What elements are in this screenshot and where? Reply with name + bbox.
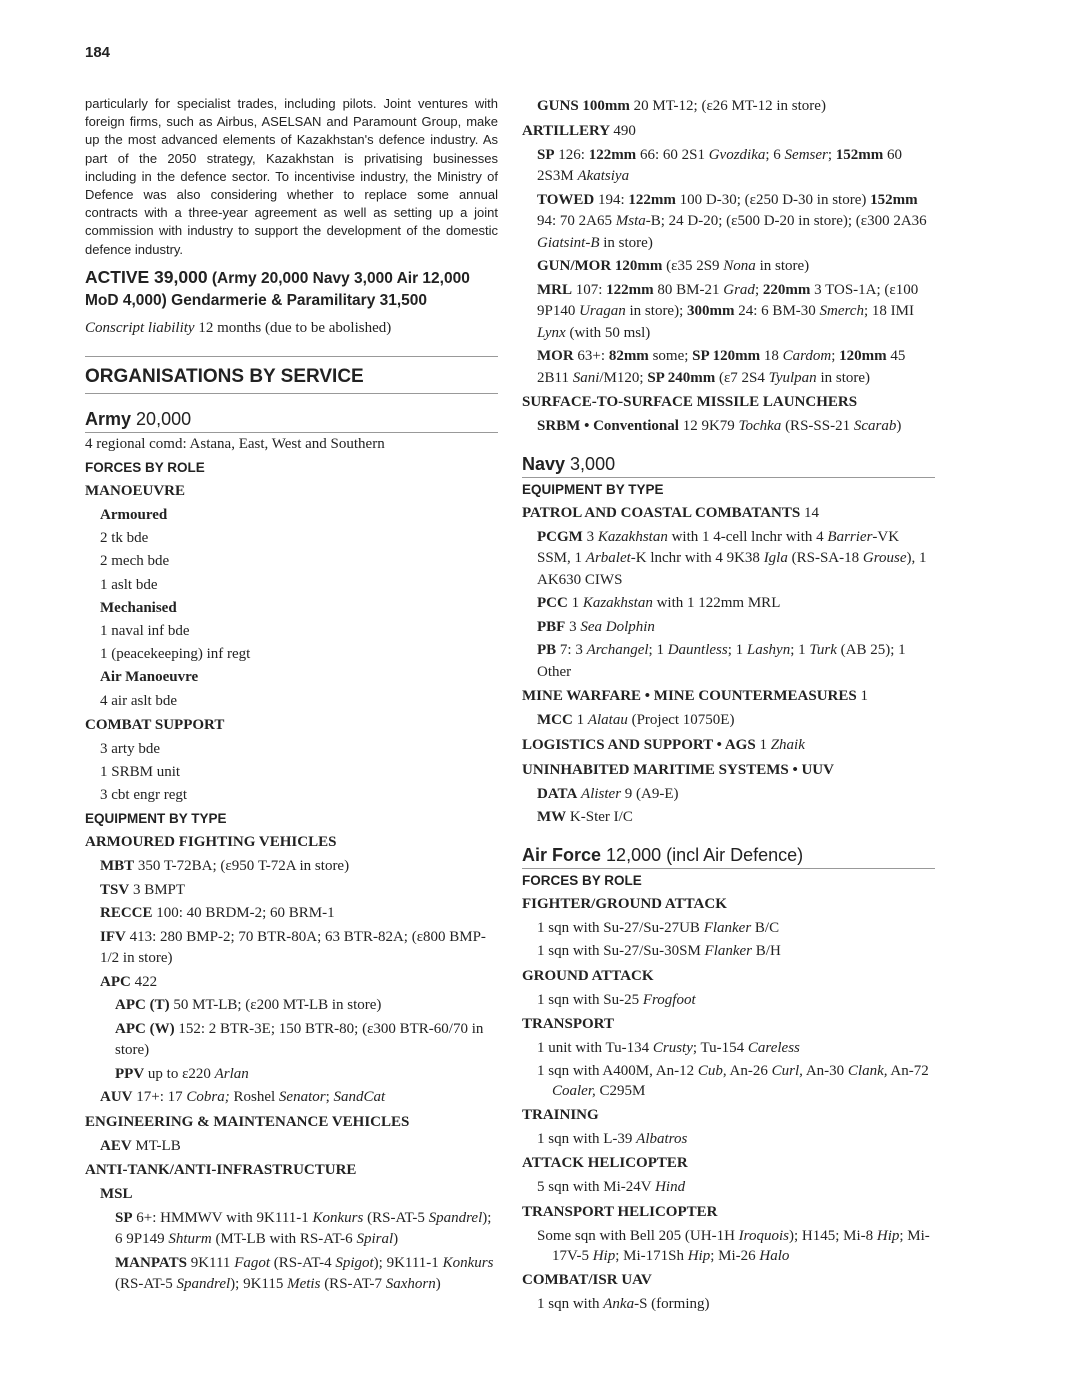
towed-label: TOWED [537, 191, 595, 208]
system-name: Arbalet [585, 550, 631, 566]
army-air-manoeuvre: Air Manoeuvre [100, 669, 199, 686]
calibre-label: 120mm [839, 348, 887, 364]
aev-entry [85, 1135, 498, 1159]
transport-1: 1 unit with Tu-134 Crusty; Tu-154 Careless [537, 1040, 800, 1056]
list-item: 1 SRBM unit [100, 764, 181, 781]
army-comd: 4 regional comd: Astana, East, West and Southern [85, 435, 385, 452]
artillery-heading [522, 119, 935, 144]
recce-entry [85, 902, 498, 926]
pcc-value: 1 [571, 595, 580, 611]
gunmor-name: Nona [723, 258, 756, 274]
mbt-label: MBT [100, 858, 135, 875]
system-name: Msta [615, 213, 646, 229]
system-name: Tyulpan [768, 369, 817, 386]
mcc-entry [522, 709, 935, 733]
system-name: Akatsiya [577, 168, 630, 184]
guns-label: GUNS 100mm [537, 98, 630, 114]
system-name: Lashyn [746, 642, 791, 658]
list-item: 1 naval inf bde [100, 623, 190, 640]
auv-name: Cobra; [186, 1089, 230, 1106]
conscript-value: 12 months (due to be abolished) [198, 319, 392, 336]
system-name: Lynx [537, 324, 566, 341]
calibre-label: 152mm [835, 146, 884, 163]
system-name: Hip [876, 1227, 900, 1244]
system-name: Careless [747, 1040, 800, 1056]
army-name: Army [85, 408, 132, 429]
army-mechanised: Mechanised [100, 599, 177, 616]
system-name: Spigot [335, 1254, 374, 1271]
data-entry [522, 783, 935, 807]
gunmor-value: (ε35 2S9 [666, 258, 720, 274]
ssml-heading: SURFACE-TO-SURFACE MISSILE LAUNCHERS [522, 394, 858, 410]
patrol-count: 14 [803, 504, 819, 521]
training-pre: 1 sqn with L-39 [537, 1130, 633, 1147]
pb-entry [522, 639, 935, 684]
system-name: Sani [572, 369, 600, 386]
navy-strength: 3,000 [570, 453, 616, 474]
auv-label: AUV [100, 1089, 133, 1106]
air-forces-by-role: FORCES BY ROLE [522, 872, 642, 888]
system-name: Smerch [819, 303, 864, 319]
logistics-label: LOGISTICS AND SUPPORT • AGS [522, 736, 756, 753]
logistics-heading [522, 733, 935, 758]
system-name: Gvozdika [708, 146, 766, 163]
calibre-label: 220mm [762, 281, 811, 298]
pcc-label: PCC [537, 595, 568, 611]
ifv-entry [85, 926, 498, 971]
system-name: Konkurs [442, 1254, 494, 1271]
list-item [522, 1176, 935, 1200]
system-name: Grad [723, 281, 755, 298]
system-name: Coaler, [552, 1083, 596, 1099]
system-name: Halo [759, 1248, 790, 1264]
army-heading [85, 408, 498, 433]
attack-heli-heading: ATTACK HELICOPTER [522, 1155, 688, 1171]
system-name: Hip [592, 1248, 616, 1264]
list-item [522, 1225, 935, 1268]
list-item [522, 989, 935, 1013]
system-name: Metis [287, 1276, 321, 1293]
manpats-label: MANPATS [115, 1254, 187, 1271]
aev-label: AEV [100, 1137, 132, 1154]
mcc-value: 1 [576, 712, 585, 728]
transport-heli-heading: TRANSPORT HELICOPTER [522, 1203, 718, 1220]
right-column [522, 95, 935, 1316]
page-number: 184 [85, 44, 111, 61]
data-post: 9 (A9-E) [624, 785, 679, 802]
pcgm-label: PCGM [537, 528, 583, 545]
training-name: Albatros [636, 1130, 688, 1147]
apc-entry [85, 971, 498, 995]
apc-t-label: APC (T) [115, 997, 170, 1014]
mor-value: 63+: 82mm some; SP 120mm 18 Cardom; 120mm 45 2B11 Sani/M120; SP 240mm (ε7 2S4 Tyulpan in store) [537, 348, 906, 386]
apc-value: 422 [134, 973, 158, 990]
srbm-label: SRBM • Conventional [537, 418, 679, 434]
art-sp-label: SP [537, 146, 555, 163]
conscript-liability [85, 318, 498, 338]
calibre-label: 152mm [870, 191, 918, 208]
list-item [522, 940, 935, 964]
auv-value: 17+: 17 [136, 1089, 183, 1106]
list-item [522, 1060, 935, 1103]
auv-name: Senator [278, 1089, 326, 1106]
tsv-label: TSV [100, 881, 130, 898]
manpats-entry [85, 1252, 498, 1297]
calibre-label: 82mm [608, 348, 649, 364]
active-strength [85, 266, 498, 312]
list-item: 3 arty bde [100, 740, 160, 757]
conscript-label: Conscript liability [85, 319, 195, 336]
calibre-label: 122mm [588, 146, 637, 163]
air-force-heading [522, 844, 935, 869]
system-name: Kazakhstan [597, 528, 668, 545]
aev-value: MT-LB [135, 1137, 181, 1154]
data-name: Alister [581, 785, 622, 802]
srbm-name: Scarab [853, 418, 897, 434]
gunmor-label: GUN/MOR 120mm [537, 258, 663, 274]
pcc-name: Kazakhstan [582, 595, 653, 611]
pb-label: PB [537, 642, 557, 658]
msl-sp-entry [85, 1207, 498, 1252]
auv-entry: AUV 17+: 17 Cobra; Roshel Senator; SandCat [100, 1089, 386, 1106]
system-name: Cardom [782, 348, 832, 364]
logistics-name: Zhaik [770, 736, 805, 753]
mcc-name: Alatau [587, 712, 628, 728]
srbm-mid: (RS-SS-21 [785, 418, 851, 434]
apc-t-value: 50 MT-LB; (ε200 MT-LB in store) [173, 997, 382, 1014]
uav-post: -S (forming) [634, 1295, 710, 1312]
data-label: DATA [537, 785, 578, 802]
pcc-entry [522, 592, 935, 616]
srbm-name: Tochka [738, 418, 782, 434]
system-name: Grouse [862, 550, 907, 566]
army-combat-support: COMBAT SUPPORT [85, 716, 225, 733]
mine-heading [522, 684, 935, 709]
ga-heading: GROUND ATTACK [522, 967, 654, 984]
mbt-entry [85, 855, 498, 879]
uav-name: Anka [603, 1295, 635, 1312]
mbt-value: 350 T-72BA; (ε950 T-72A in store) [137, 858, 350, 875]
calibre-label: 300mm [687, 303, 735, 319]
intro-paragraph: particularly for specialist trades, including pilots. Joint ventures with foreign firms, such as Airbus, ASELSAN and Paramount Group, make up the most advanced elements of Kazakhstan's defence industry. As part of the 2050 strategy, Kazakhstan is privatising businesses including in the defence sector. To incentivise industry, the Ministry of Defence was also considering whether to replace some annual contracts with a three-year agreement as well as setting up a joint commission with industry to support the development of the domestic defence industry. [85, 96, 498, 257]
fga-2-pre: 1 sqn with Su-27/Su-30SM [537, 943, 701, 959]
system-name: Iroquois [738, 1227, 789, 1244]
navy-heading [522, 453, 935, 478]
apc-w-label: APC (W) [115, 1020, 175, 1037]
mcc-label: MCC [537, 712, 573, 728]
system-name: Cub [697, 1062, 723, 1079]
active-label: ACTIVE 39,000 [85, 266, 208, 287]
system-name: Turk [809, 642, 837, 658]
army-equipment-by-type: EQUIPMENT BY TYPE [85, 811, 227, 827]
auv-name: SandCat [333, 1089, 386, 1106]
list-item [522, 1037, 935, 1060]
uav-heading: COMBAT/ISR UAV [522, 1271, 652, 1288]
msl-sp-value: 6+: HMMWV with 9K111-1 Konkurs (RS-AT-5 Spandrel); 6 9P149 Shturm (MT-LB with RS-AT-6 Spiral) [115, 1209, 492, 1248]
system-name: Fagot [234, 1254, 271, 1271]
transport-heli: Some sqn with Bell 205 (UH-1H Iroquois); H145; Mi-8 Hip; Mi-17V-5 Hip; Mi-171Sh Hip; Mi-26 Halo [537, 1227, 930, 1264]
apc-w-value: 152: 2 BTR-3E; 150 BTR-80; (ε300 BTR-60/70 in store) [115, 1020, 484, 1059]
army-strength: 20,000 [136, 408, 192, 429]
list-item [522, 917, 935, 941]
army-eng: ENGINEERING & MAINTENANCE VEHICLES [85, 1113, 410, 1130]
system-name: Archangel [586, 642, 649, 658]
system-name: Curl, [771, 1062, 803, 1079]
msl-sp-label: SP [115, 1209, 133, 1226]
ga-pre: 1 sqn with Su-25 [537, 991, 640, 1008]
attack-heli-pre: 5 sqn with Mi-24V [537, 1179, 652, 1195]
mw-entry [522, 806, 935, 830]
mw-value: K-Ster I/C [569, 809, 633, 825]
artillery-count: 490 [613, 122, 636, 139]
pbf-value: 3 [569, 618, 577, 635]
apc-t-entry [85, 994, 498, 1018]
navy-equipment-by-type: EQUIPMENT BY TYPE [522, 481, 664, 497]
orgs-heading: ORGANISATIONS BY SERVICE [85, 357, 498, 394]
mrl-entry [522, 279, 935, 346]
system-name: Dauntless [667, 642, 728, 658]
patrol-heading [522, 501, 935, 526]
pcgm-entry [522, 526, 935, 593]
guns-value: 20 MT-12; (ε26 MT-12 in store) [633, 98, 826, 114]
tsv-value: 3 BMPT [132, 881, 186, 898]
list-item: 1 (peacekeeping) inf regt [100, 646, 251, 663]
system-name: Igla [763, 550, 788, 566]
list-item: 4 air aslt bde [100, 692, 178, 709]
uav-pre: 1 sqn with [537, 1295, 600, 1312]
list-item [522, 1128, 935, 1152]
fga-1-post: B/C [754, 919, 780, 936]
army-manoeuvre: MANOEUVRE [85, 483, 185, 500]
system-name: Konkurs [312, 1209, 364, 1226]
calibre-label: SP 120mm [692, 348, 761, 364]
ppv-label: PPV [115, 1065, 145, 1082]
gunmor-post: in store) [759, 258, 810, 274]
pcgm-value: 3 Kazakhstan with 1 4-cell lnchr with 4 Barrier-VK SSM, 1 Arbalet-K lnchr with 4 9K38 Igla (RS-SA-18 Grouse), 1 AK630 CIWS [537, 528, 927, 588]
tsv-entry [85, 879, 498, 903]
fga-1-name: Flanker [703, 919, 752, 936]
transport-heading: TRANSPORT [522, 1016, 614, 1032]
mrl-label: MRL [537, 281, 572, 298]
fga-1-pre: 1 sqn with Su-27/Su-27UB [537, 919, 700, 936]
pb-value: 7: 3 Archangel; 1 Dauntless; 1 Lashyn; 1 Turk (AB 25); 1 Other [537, 642, 906, 680]
system-name: Semser [784, 146, 828, 163]
air-force-name: Air Force [522, 844, 602, 865]
gunmor-entry [522, 255, 935, 279]
guns-entry [522, 95, 935, 119]
art-sp-value: 126: 122mm 66: 60 2S1 Gvozdika; 6 Semser; 152mm 60 2S3M Akatsiya [537, 146, 903, 184]
apc-w-entry [85, 1018, 498, 1063]
calibre-label: 122mm [628, 191, 676, 208]
training-heading: TRAINING [522, 1106, 599, 1123]
system-name: Uragan [579, 303, 626, 319]
art-sp-entry [522, 144, 935, 189]
ppv-value: up to ε220 [147, 1065, 211, 1082]
fga-2-name: Flanker [704, 943, 753, 959]
army-armoured: Armoured [100, 507, 168, 524]
srbm-entry: SRBM • Conventional 12 9K79 Tochka (RS-SS-21 Scarab) [537, 418, 902, 434]
pcc-post: with 1 122mm MRL [656, 595, 781, 611]
pbf-entry [522, 616, 935, 640]
ga-name: Frogfoot [642, 991, 696, 1008]
mcc-post: (Project 10750E) [631, 712, 735, 728]
list-item: 1 aslt bde [100, 576, 158, 593]
artillery-label: ARTILLERY [522, 122, 610, 139]
system-name: Clank, [847, 1062, 888, 1079]
mor-entry [522, 345, 935, 390]
ifv-label: IFV [100, 928, 126, 945]
recce-label: RECCE [100, 905, 153, 922]
mor-label: MOR [537, 348, 574, 364]
ums-heading: UNINHABITED MARITIME SYSTEMS • UUV [522, 761, 834, 778]
recce-value: 100: 40 BRDM-2; 60 BRM-1 [156, 905, 335, 922]
fga-2-post: B/H [755, 943, 781, 959]
pbf-label: PBF [537, 618, 566, 635]
patrol-label: PATROL AND COASTAL COMBATANTS [522, 504, 801, 521]
army-afv: ARMOURED FIGHTING VEHICLES [85, 834, 337, 851]
mw-label: MW [537, 809, 567, 825]
ifv-value: 413: 280 BMP-2; 70 BTR-80A; 63 BTR-82A; (ε800 BMP-1/2 in store) [100, 928, 486, 967]
air-force-strength: 12,000 (incl Air Defence) [606, 844, 804, 865]
system-name: Hip [687, 1248, 711, 1264]
auv-mid: Roshel [233, 1089, 276, 1106]
left-column [85, 95, 498, 1297]
system-name: Crusty [652, 1040, 693, 1056]
list-item: 3 cbt engr regt [100, 787, 188, 804]
towed-value: 194: 122mm 100 D-30; (ε250 D-30 in store) 152mm 94: 70 2A65 Msta-B; 24 D-20; (ε500 D-20 in store); (ε300 2A36 Giatsint-B in store) [537, 191, 927, 251]
towed-entry [522, 189, 935, 256]
system-name: Saxhorn [385, 1276, 436, 1293]
army-atai: ANTI-TANK/ANTI-INFRASTRUCTURE [85, 1162, 357, 1179]
system-name: Giatsint-B [537, 234, 600, 251]
system-name: Barrier [827, 528, 873, 545]
manpats-value: 9K111 Fagot (RS-AT-4 Spigot); 9K111-1 Konkurs (RS-AT-5 Spandrel); 9K115 Metis (RS-AT-7 Saxhorn) [115, 1254, 494, 1293]
pbf-name: Sea Dolphin [580, 618, 655, 635]
mrl-value: 107: 122mm 80 BM-21 Grad; 220mm 3 TOS-1A; (ε100 9P140 Uragan in store); 300mm 24: 6 BM-30 Smerch; 18 IMI Lynx (with 50 msl) [537, 281, 919, 341]
system-name: Spandrel [428, 1209, 483, 1226]
logistics-count: 1 [759, 736, 767, 753]
mine-label: MINE WARFARE • MINE COUNTERMEASURES [522, 688, 857, 704]
ppv-entry [85, 1063, 498, 1087]
calibre-label: SP 240mm [647, 369, 716, 386]
system-name: Spiral [356, 1231, 394, 1248]
srbm-value: 12 9K79 [682, 418, 735, 434]
system-name: Spandrel [176, 1276, 231, 1293]
army-forces-by-role: FORCES BY ROLE [85, 460, 205, 476]
attack-heli-name: Hind [655, 1179, 686, 1195]
army-msl: MSL [100, 1186, 133, 1203]
list-item: 2 mech bde [100, 553, 170, 570]
active-detail: (Army 20,000 Navy 3,000 Air 12,000 MoD 4,000) Gendarmerie & Paramilitary 31,500 [85, 269, 470, 309]
list-item [522, 1293, 935, 1317]
apc-label: APC [100, 973, 131, 990]
mine-count: 1 [860, 688, 868, 704]
fga-heading: FIGHTER/GROUND ATTACK [522, 895, 727, 912]
list-item: 2 tk bde [100, 530, 149, 547]
ppv-name: Arlan [214, 1065, 249, 1082]
system-name: Shturm [168, 1231, 212, 1248]
transport-2: 1 sqn with A400M, An-12 Cub, An-26 Curl, An-30 Clank, An-72 Coaler, C295M [537, 1062, 929, 1099]
navy-name: Navy [522, 453, 566, 474]
calibre-label: 122mm [606, 281, 654, 298]
